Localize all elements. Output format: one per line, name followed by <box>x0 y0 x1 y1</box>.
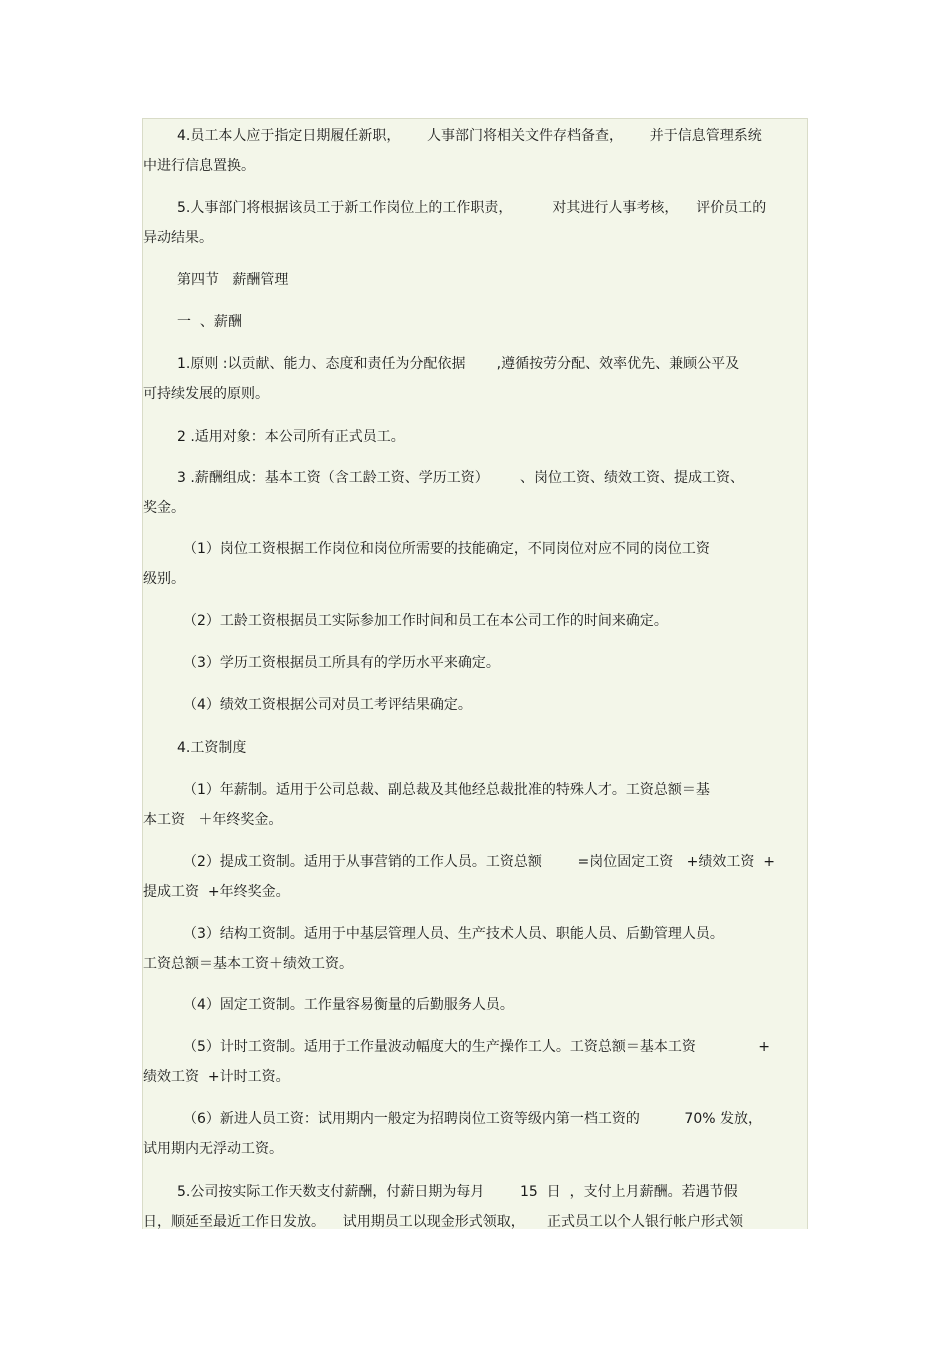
paragraph-line: 异动结果。 <box>143 230 213 246</box>
paragraph-line: 5.人事部门将根据该员工于新工作岗位上的工作职责， 对其进行人事考核， 评价员工的 <box>177 200 767 216</box>
document-page <box>142 118 808 1229</box>
paragraph-line: （4）绩效工资根据公司对员工考评结果确定。 <box>183 697 472 713</box>
paragraph-line: 3 .薪酬组成：基本工资（含工龄工资、学历工资） 、岗位工资、绩效工资、提成工资、 <box>177 470 744 486</box>
paragraph-line: 4.员工本人应于指定日期履任新职， 人事部门将相关文件存档备查， 并于信息管理系统 <box>177 128 762 144</box>
section-heading: 第四节 薪酬管理 <box>177 272 289 288</box>
paragraph-line: （2）提成工资制。适用于从事营销的工作人员。工资总额 =岗位固定工资 +绩效工资 + <box>183 854 775 870</box>
paragraph-line: （6）新进人员工资：试用期内一般定为招聘岗位工资等级内第一档工资的 70% 发放， <box>183 1111 762 1127</box>
paragraph-line: 1.原则 :以贡献、能力、态度和责任为分配依据 ,遵循按劳分配、效率优先、兼顾公平及 <box>177 356 740 372</box>
paragraph-line: 工资总额＝基本工资＋绩效工资。 <box>143 956 353 972</box>
paragraph-line: （1）年薪制。适用于公司总裁、副总裁及其他经总裁批准的特殊人才。工资总额＝基 <box>183 782 710 798</box>
paragraph-line: 提成工资 +年终奖金。 <box>143 884 290 900</box>
paragraph-line: 奖金。 <box>143 500 185 516</box>
paragraph-line: 5.公司按实际工作天数支付薪酬，付薪日期为每月 15 日 ，支付上月薪酬。若遇节假 <box>177 1184 738 1200</box>
paragraph-line: 级别。 <box>143 571 185 587</box>
paragraph-line: 绩效工资 +计时工资。 <box>143 1069 290 1085</box>
paragraph-line: 可持续发展的原则。 <box>143 386 269 402</box>
paragraph-line: （3）结构工资制。适用于中基层管理人员、生产技术人员、职能人员、后勤管理人员。 <box>183 926 724 942</box>
paragraph-line: （1）岗位工资根据工作岗位和岗位所需要的技能确定，不同岗位对应不同的岗位工资 <box>183 541 710 557</box>
paragraph-line: 试用期内无浮动工资。 <box>143 1141 283 1157</box>
paragraph-line: 2 .适用对象：本公司所有正式员工。 <box>177 429 405 445</box>
paragraph-line: （2）工龄工资根据员工实际参加工作时间和员工在本公司工作的时间来确定。 <box>183 613 668 629</box>
paragraph-line: 日，顺延至最近工作日发放。 试用期员工以现金形式领取， 正式员工以个人银行帐户形式领 <box>143 1214 744 1230</box>
paragraph-line: （4）固定工资制。工作量容易衡量的后勤服务人员。 <box>183 997 514 1013</box>
subsection-heading: 一 、薪酬 <box>177 314 242 330</box>
paragraph-line: （3）学历工资根据员工所具有的学历水平来确定。 <box>183 655 500 671</box>
paragraph-line: 本工资 ＋年终奖金。 <box>143 812 283 828</box>
subsection-heading: 4.工资制度 <box>177 740 247 756</box>
paragraph-line: 中进行信息置换。 <box>143 158 255 174</box>
paragraph-line: （5）计时工资制。适用于工作量波动幅度大的生产操作工人。工资总额＝基本工资 + <box>183 1039 770 1055</box>
